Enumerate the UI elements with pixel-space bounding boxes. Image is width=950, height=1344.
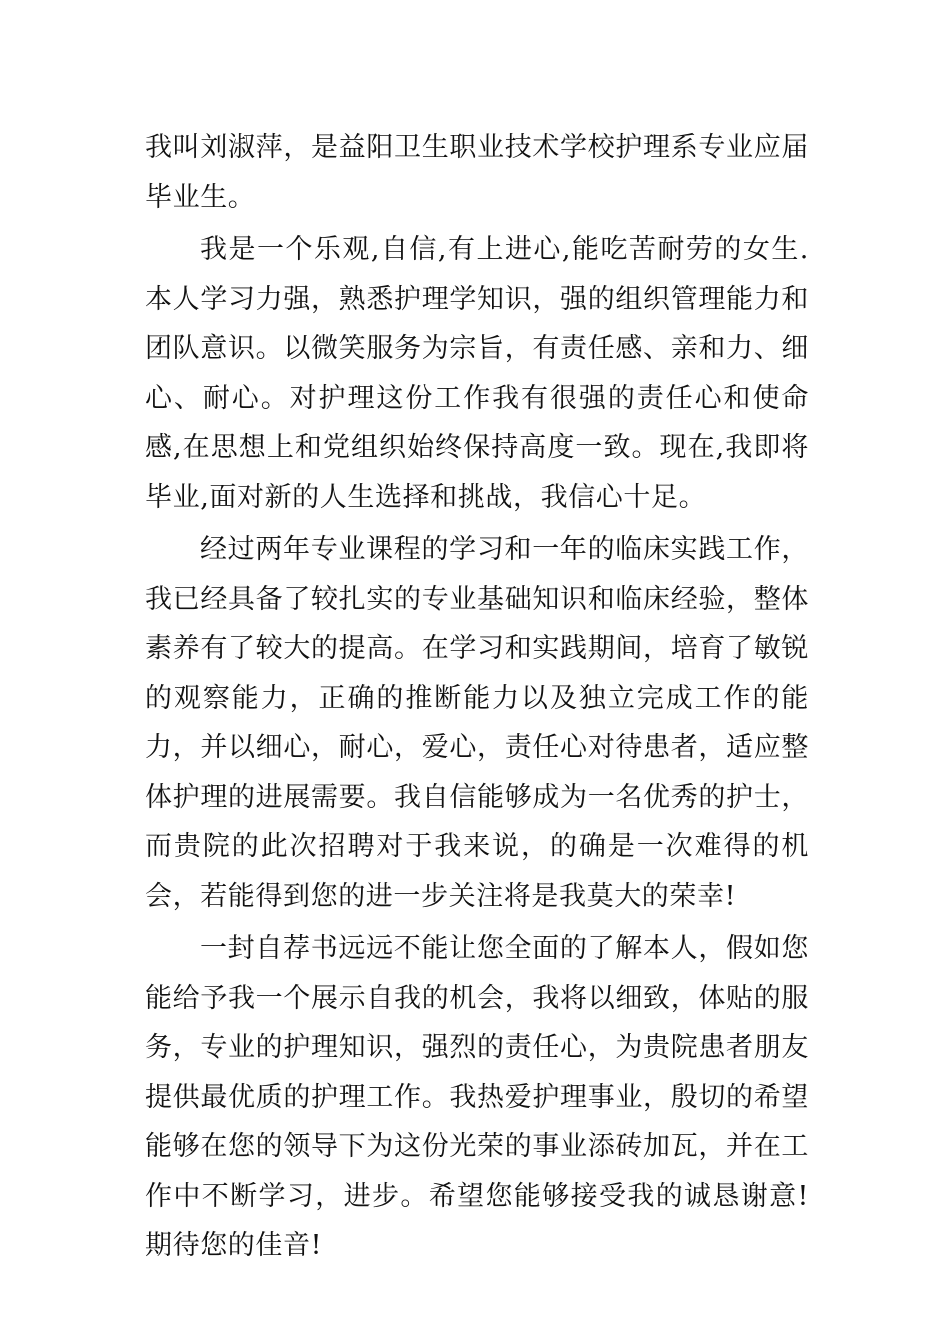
paragraph-intro: 我叫刘淑萍，是益阳卫生职业技术学校护理系专业应届毕业生。	[145, 132, 809, 213]
paragraph-personality: 我是一个乐观,自信,有上进心,能吃苦耐劳的女生.本人学习力强，熟悉护理学知识，强的组织管理能力和团队意识。以微笑服务为宗旨，有责任感、亲和力、细心、耐心。对护理这份工作我有很强的责任心和使命感,在思想上和党组织始终保持高度一致。现在,我即将毕业,面对新的人生选择和挑战，我信心十足。	[145, 234, 809, 513]
paragraph-experience: 经过两年专业课程的学习和一年的临床实践工作，我已经具备了较扎实的专业基础知识和临床经验，整体素养有了较大的提高。在学习和实践期间，培育了敏锐的观察能力，正确的推断能力以及独立完成工作的能力，并以细心，耐心，爱心，责任心对待患者，适应整体护理的进展需要。我自信能够成为一名优秀的护士，而贵院的此次招聘对于我来说，的确是一次难得的机会，若能得到您的进一步关注将是我莫大的荣幸!	[145, 534, 809, 912]
paragraph-closing: 一封自荐书远远不能让您全面的了解本人，假如您能给予我一个展示自我的机会，我将以细致，体贴的服务，专业的护理知识，强烈的责任心，为贵院患者朋友提供最优质的护理工作。我热爱护理事业，殷切的希望能够在您的领导下为这份光荣的事业添砖加瓦，并在工作中不断学习，进步。希望您能够接受我的诚恳谢意!期待您的佳音!	[145, 933, 809, 1261]
document-body	[145, 123, 809, 1271]
